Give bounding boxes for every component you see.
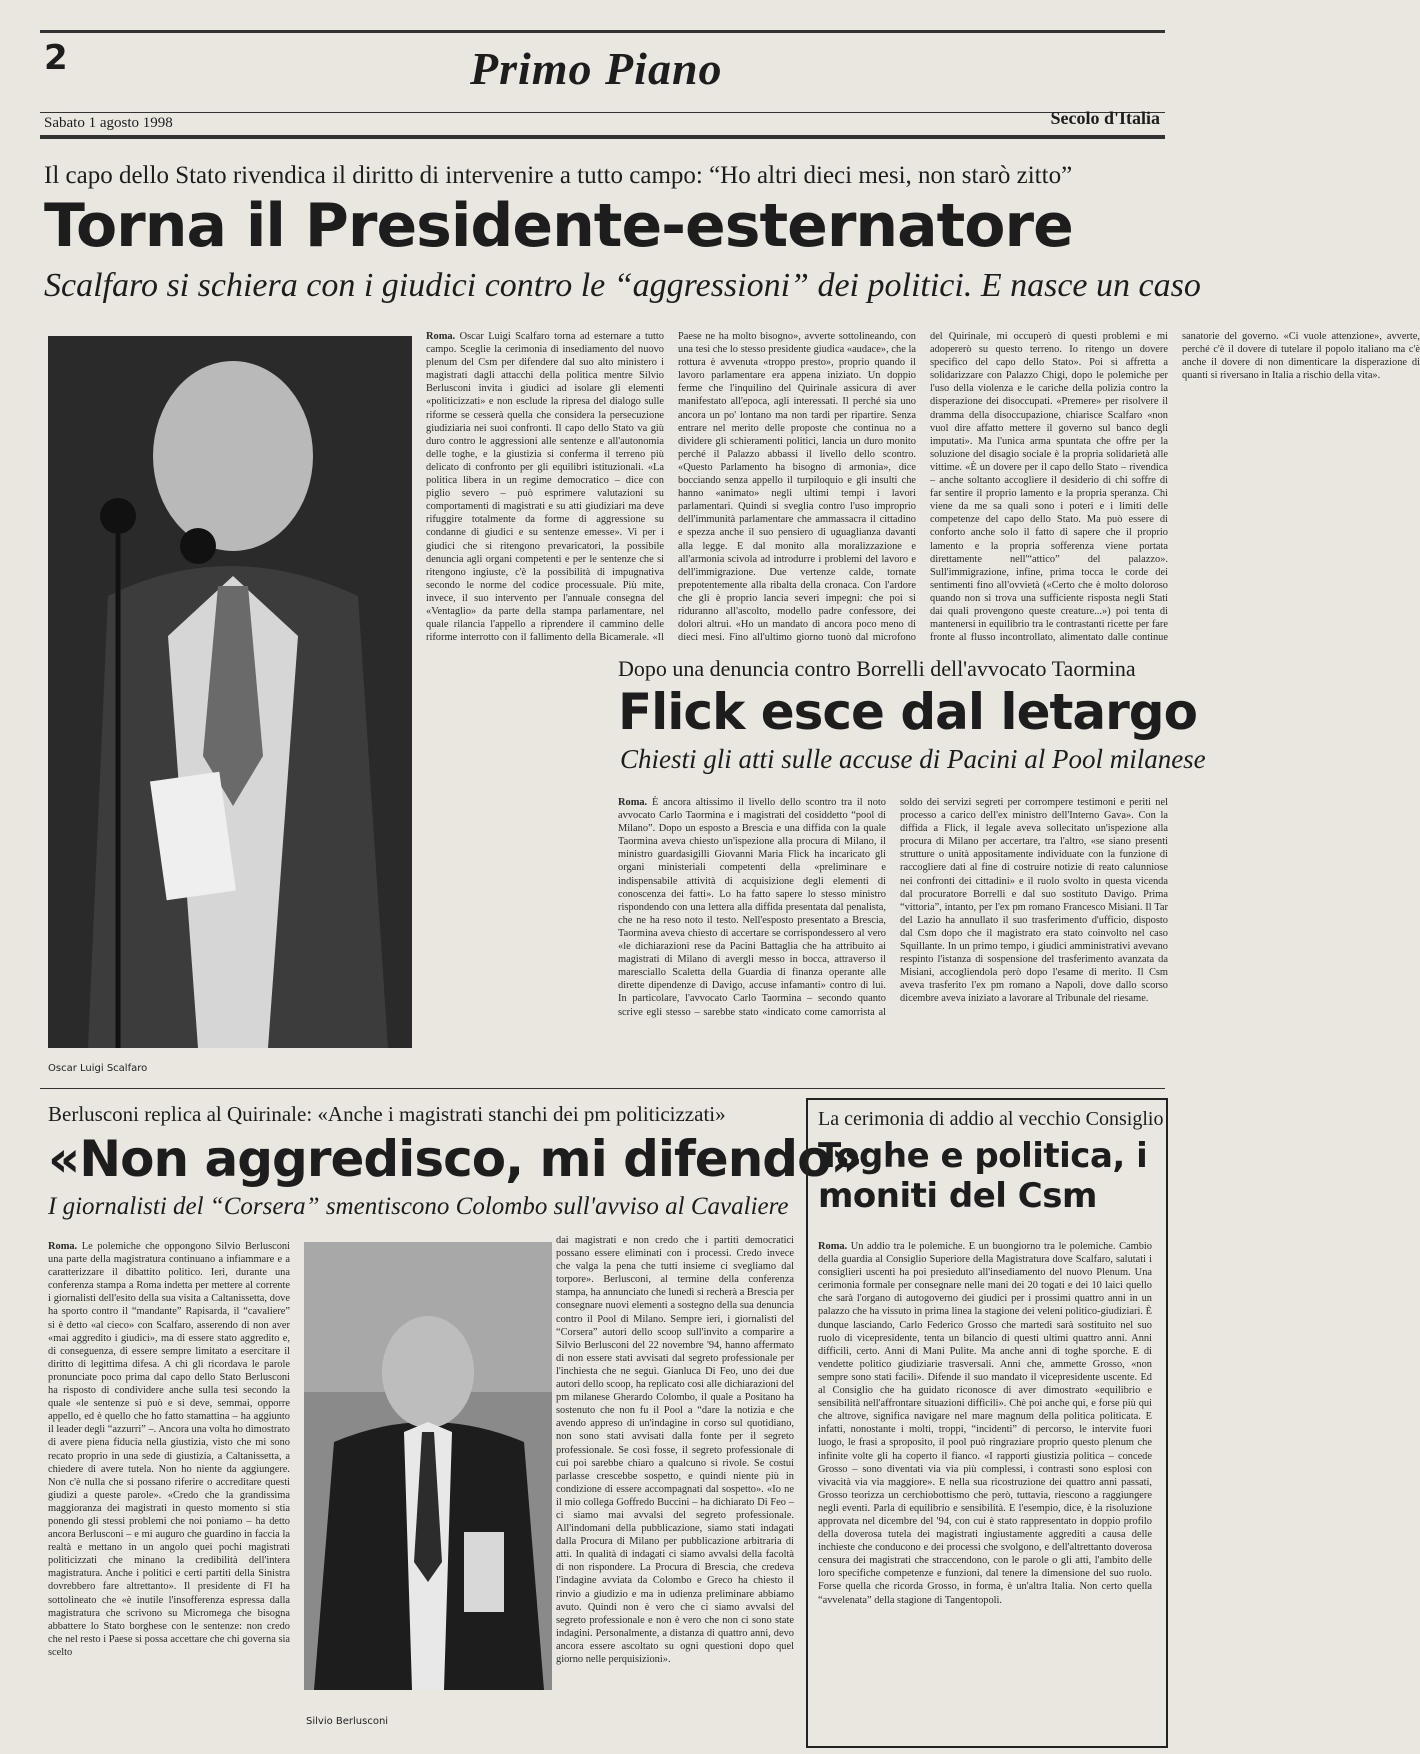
csm-kicker: La cerimonia di addio al vecchio Consiglio bbox=[818, 1108, 1164, 1130]
lead-body bbox=[426, 330, 1420, 654]
berlusconi-photo bbox=[304, 1242, 552, 1690]
lead-body-text: Oscar Luigi Scalfaro torna ad esternare a tutto campo. Sceglie la cerimonia di insediamento del nuovo plenum del Csm per difendere dal suo alto ministero i magistrati dagli attacchi della politica mentre Silvio Berlusconi invita i giudici ad isolare gli elementi «politicizzati» e non esclude la ripresa del dialogo sulle riforme se cesserà quella che considera la persecuzione giudiziaria nei suoi confronti. Il capo dello Stato va giù duro contro le aggressioni alle sentenze e all'autonomia delle toghe, e la giustizia si conferma il terreno più delicato di confronto per gli equilibri istituzionali. «La politica libera in un regime democratico – dice con piglio severo – può esprimere valutazioni su comportamenti di magistrati e su atti giudiziari ma deve rifuggire totalmente da forme di aggressione su condanne di giudici e su sentenze emesse». Vi per i giudici che si ritengono prevaricatori, la possibile denuncia agli organi competenti e per le sentenze che si ritengono ingiuste, c'è la possibilità di impugnativa secondo le norme del codice processuale. Più mite, invece, il suo intervento per l'annuale consegna del «Ventaglio» da parte della stampa parlamentare, nel quale rilancia l'appello a riprendere il cammino delle riforme interrotto con il fallimento della Bicamerale. «Il Paese ne ha molto bisogno», avverte sottolineando, con una tesi che lo stesso presidente giudica «audace», che la rottura è avvenuta «troppo presto», proprio quando il lavoro parlamentare era appena iniziato. Un doppio ferme che l'inquilino del Quirinale assicura di aver manifestato all'epoca, agli interessati. Il perché sia uno ancora un po' lontano ma non tardi per ripartire. Senza entrare nel merito delle proposte che continua no a dividere gli schieramenti politici, lancia un duro monito perché il Palazzo abbassi il livello dello scontro. «Questo Parlamento ha bisogno di armonia», dice bocciando senza appello il turpiloquio e gli insulti che hanno «animato» negli ultimi tempi i lavori parlamentari. Quindi si sveglia contro l'uso improprio dell'immunità parlamentare che ammassacra il cittadino e spezza anche il suo pensiero di uguaglianza davanti alla legge. E dal monito alla moralizzazione e all'armonia scivola ad introdurre i problemi del lavoro e dell'immigrazione. Due vertenze calde, tornate prepotentemente alla ribalta della cronaca. Con l'ardore che gli è proprio lancia severi impegni: che poi si riduranno all'ascolto, modello padre confessore, dei dolori altrui. «Ho un mandato di ancora poco meno di dieci mesi. Fino all'ultimo giorno tuonò dal microfono del Quirinale, mi occuperò di questi problemi e mi adopererò su questo terreno. Io ritengo un dovere specifico del capo dello Stato». Poi si affretta a solidarizzare con Palazzo Chigi, dopo le polemiche per l'uso della violenza e le cariche della polizia contro la disperazione dei disoccupati. «Premere» per risolvere il dramma della disoccupazione, chiarisce Scalfaro «non vuol dire affatto mettere il governo sul banco degli imputati». Ma l'unica arma spuntata che offre per la soluzione del disagio sociale è la propria solidarietà alle vittime. «È un dovere per il capo dello Stato – rivendica – anche soltanto accogliere il desiderio di chi soffre di far sentire il proprio lamento e la propria speranza. Chi viene da me sa quali sono i poteri e i limiti delle competenze del capo dello Stato. Ma può essere di conforto anche solo il fatto di sapere che il proprio lamento e la propria sofferenza viene portata direttamente nell'“attico” del palazzo». Sull'immigrazione, infine, prima tocca le corde dei sentimenti fino all'ovvietà («Certo che è molto doloroso quando non si trova una sufficiente risposta negli Stati dai quali provengono queste creature...») poi tenta di mantenersi in equilibrio tra le contrastanti ricette per fare fronte al flusso incontrollato, alimentato dalle continue sanatorie del governo. «Ci vuole attenzione», avverte, perché c'è il dovere di tutelare il popolo italiano ma c'è anche il dovere di non dimenticare la disperazione di quanti si riversano in Italia a rischio della vita». bbox=[426, 331, 1420, 644]
lead-kicker: Il capo dello Stato rivendica il diritto di intervenire a tutto campo: “Ho altri dieci mesi, non starò zitto” bbox=[44, 162, 1073, 189]
flick-body-text: È ancora altissimo il livello dello scontro tra il noto avvocato Carlo Taormina e i magistrati del cosiddetto “pool di Milano”. Dopo un esposto a Brescia e una diffida con la quale Taormina aveva chiesto un'ispezione alla procura di Milano, il ministro guardasigilli Giovanni Maria Flick ha incaricato gli organi ministeriali competenti della «preliminare e indispensabile attività di acquisizione degli elementi di conoscenza dei fatti». Lo ha fatto sapere lo stesso ministro rispondendo con una lettera alla diffida presentata dal penalista, che ne ha reso noto il testo. Nell'esposto presentato a Brescia, Taormina aveva chiesto di accertare se corrispondessero al vero «le dichiarazioni rese da Pacini Battaglia che ha attribuito ai magistrati di Milano di avergli messo in bocca, attraverso il maresciallo Scaletta della Guardia di finanza operante alle dirette dipendenze di Davigo, accuse infamanti» contro di lui. In particolare, l'avvocato Carlo Taormina – secondo quanto scrive egli stesso – sarebbe stato «indicato come camorrista al soldo dei servizi segreti per corrompere testimoni e periti nel processo a carico dell'ex ministro dell'Interno Gava». Con la diffida a Flick, il legale aveva sollecitato un'ispezione alla procura di Milano per accertare, tra l'altro, «se siano presenti strutture o unità appositamente individuate con la funzione di raccogliere dati al fine di costruire notizie di reato calunniose nei confronti dei cittadini» e il ruolo svolto in questa vicenda dal procuratore Borrelli e dal suo sostituto Davigo. Prima “vittoria”, intanto, per l'ex pm romano Francesco Misiani. Il Tar del Lazio ha annullato il suo trasferimento d'ufficio, disposto dal Csm dopo che il magistrato era stato coinvolto nel caso Squillante. In un primo tempo, i giudici amministrativi avevano respinto l'istanza di sospensione del trasferimento avanzata da Misiani, accogliendola però dopo l'esame di merito. Il Csm aveva trasferito l'ex pm romano a Napoli, dove dallo scorso dicembre aveva iniziato a lavorare al Tribunale del riesame. bbox=[618, 797, 1168, 1018]
lead-headline: Torna il Presidente-esternatore bbox=[44, 191, 1073, 261]
berlusconi-body-right bbox=[556, 1234, 794, 1734]
header-rule bbox=[40, 112, 1165, 113]
top-rule bbox=[40, 30, 1165, 33]
header-bottom-rule bbox=[40, 135, 1165, 139]
flick-kicker: Dopo una denuncia contro Borrelli dell'avvocato Taormina bbox=[618, 656, 1136, 681]
berlusconi-kicker: Berlusconi replica al Quirinale: «Anche i magistrati stanchi dei pm politicizzati» bbox=[48, 1102, 726, 1126]
flick-dateline: Roma. bbox=[618, 797, 648, 808]
csm-body-text: Un addio tra le polemiche. E un buongiorno tra le polemiche. Cambio della guardia al Consiglio Superiore della Magistratura dove Scalfaro, salutati i consiglieri uscenti ha poi presieduto all'insediamento del nuovo Plenum. Una cerimonia formale per consegnare nelle mani dei 20 togati e dei 10 laici quello che sarà l'organo di autogoverno dei giudici per i prossimi quattro anni in un palazzo che ha vissuto in prima linea la stagione dei veleni politico-giudiziari. È dunque lasciando, Carlo Federico Grosso che martedì sarà sostituito nel suo ruolo di vicepresidente, tenta un bilancio di questi ultimi quattro anni. Anni difficili, certo. Anni di Mani Pulite. Ma anche anni di toghe sporche. E di vendette politico giudiziarie trasversali. Anni che, ammette Grosso, «non sempre sono stati facili». Difende il suo mandato il vicepresidente uscente. Ed al Consiglio che ha guidato riconosce di aver dimostrato «equilibrio e sensibilità nell'affrontare situazioni difficili». Chè poi anche qui, e forse più qui che altrove, significa navigare nel mare magnum della politica politicata. E infatti, nonostante i molti, troppi, “incidenti” di percorso, le intervite fuori luogo, le frasi a sproposito, il pool può ringraziare proprio questo plenum che infinite volte gli ha coperto il fianco. «I rapporti giustizia politica – concede Grosso – sono diventati via via più complessi, i contrasti sono esplosi con vivacità via via maggiore». E nella sua ricostruzione dei quattro anni passati, Grosso teorizza un cerchiobottismo che però, tuttavia, riescono a raggiungere negli eventi. Parla di equilibrio e sensibilità. E l'esempio, dice, è la risoluzione approvata nel dicembre del '94, con cui è stato rappresentato in doppio profilo della doverosa tutela dei magistrati ingiustamente aggrediti a causa delle inchieste che conducono e dei processi che svolgono, e dell'altrettanto doverosa censura dei magistrati che straccendono, con le parole o gli atti, l'ambito delle loro specifiche competenze e funzioni, dal tenere la dimensione del suo ruolo. Forse quella che ricorda Grosso, in forma, è un'altra Italia. Non certo quella “avvelenata” della stagione di Tangentopoli. bbox=[818, 1241, 1152, 1606]
csm-headline: Toghe e politica, i moniti del Csm bbox=[818, 1136, 1148, 1216]
lead-dateline: Roma. bbox=[426, 331, 456, 342]
scalfaro-figure bbox=[48, 336, 412, 1048]
issue-date: Sabato 1 agosto 1998 bbox=[44, 115, 173, 131]
berlusconi-caption: Silvio Berlusconi bbox=[306, 1716, 389, 1727]
berlusconi-headline: «Non aggredisco, mi difendo» bbox=[48, 1130, 862, 1188]
scalfaro-caption: Oscar Luigi Scalfaro bbox=[48, 1063, 148, 1074]
berlusconi-body-right-text: dai magistrati e non credo che i partiti democratici possano essere eliminati con i processi. Credo invece che valga la pena che tutti insieme ci svegliamo dal torpore». Berlusconi, al termine della conferenza stampa, ha annunciato che lunedì si recherà a Brescia per consegnare nuovi elementi a sostegno della sua denuncia contro il Pool di Milano. Sempre ieri, i giornalisti del “Corsera” autori dello scoop sull'invito a comparire a Silvio Berlusconi del 22 novembre '94, hanno affermato di non essere stati avvisati dal segreto professionale per l'inchiesta che ne seguì. Gianluca Di Feo, uno dei due autori dello scoop, ha replicato così alle dichiarazioni del pm milanese Gherardo Colombo, il quale a Positano ha sostenuto che non fu il Pool a “dare la notizia e che avendo appreso di un'indagine in corso sul quotidiano, non sono stati avvisati dalla fonte per il segreto professionale. Se così fosse, il segreto professionale di cui poi sarebbe chiaro a qualcuno si rivole. Se costui parlasse crescebbe sospetto, e quindi niente più in condizione di essere accompagnati dal sospetto». «Io ne il mio collega Goffredo Buccini – ha dichiarato Di Feo – ci siamo mai avvalsi del segreto professionale. All'indomani della pubblicazione, siamo stati indagati dalla Procura di Milano per pubblicazione arbitraria di atti. In qualità di indagati ci siamo avvalsi della facoltà di non rispondere. La Procura di Brescia, che credeva l'indagine avviata da Colombo e Greco ha chiesto il rinvio a giudizio e ma in udienza preliminare abbiamo avuto. Quindi non è vero che ci siamo avvalsi del segreto professionale e non è vero che non ci sono state indagini. Personalmente, a distanza di quattro anni, devo ancora essere ascoltato su ogni questioni dopo quel giorno nelle perquisizioni». bbox=[556, 1235, 794, 1665]
flick-deck: Chiesti gli atti sulle accuse di Pacini al Pool milanese bbox=[620, 744, 1206, 774]
berlusconi-figure bbox=[304, 1242, 552, 1690]
flick-body bbox=[618, 796, 1168, 1068]
berlusconi-body-left-text: Le polemiche che oppongono Silvio Berlusconi una parte della magistratura continuano a infiammare e a caratterizzare il dibattito politico. Ieri, durante una conferenza stampa a Roma indetta per mettere al corrente i giornalisti dell'esito della sua visita a Caltanissetta, dove ha sporto contro il “mandante” Rapisarda, il “cavaliere” si è detto «al cieco» con Scalfaro, asserendo di non aver «mai aggredito i giudici», ma di essere stato aggredito e, di conseguenza, di essere sempre limitato a esercitare il diritto di legittima difesa. A chi gli ricordava le parole pronunciate poco prima dal capo dello Stato Berlusconi ha risposto di condividere anche sulla tesi secondo la quale «le sentenze si può e si deve, semmai, opporre appello, ed è quello che ho fatto stamattina – ha aggiunto il leader degli “azzurri” –. Ancora una volta ho dimostrato di avere piena fiducia nella giustizia, visto che mi sono recato proprio in una sede di giustizia, a Caltanissetta, a chiedere di avere tutela. Non ho niente da aggiungere. Non c'è nulla che si possano riferire o accreditare questi giudizi a queste parole». «Credo che la grandissima maggioranza dei magistrati in questo momento si stia ponendo gli stessi problemi che noi poniamo – ha detto ancora Berlusconi – e mi auguro che guardino in faccia la realtà e mettano in un angolo quei pochi magistrati politicizzati che minano la credibilità dell'intera magistratura. Anche i politici e certi partiti della Sinistra dovrebbero fare altrettanto». Il presidente di FI ha sottolineato che «è inutile l'insofferenza espressa dalla magistratura che scrivono su Micromega che bisogna abbattere lo Stato borghese con le sentenze: non credo che nel resto i Paese si possa accettare che chi governa sia scelto bbox=[48, 1241, 291, 1658]
csm-dateline: Roma. bbox=[818, 1241, 848, 1252]
berlusconi-body-left bbox=[48, 1240, 290, 1740]
section-title: Primo Piano bbox=[470, 43, 723, 94]
berlusconi-deck: I giornalisti del “Corsera” smentiscono Colombo sull'avviso al Cavaliere bbox=[48, 1193, 789, 1220]
page-number: 2 bbox=[44, 38, 68, 78]
flick-headline: Flick esce dal letargo bbox=[618, 683, 1197, 741]
csm-body bbox=[818, 1240, 1152, 1734]
lead-deck: Scalfaro si schiera con i giudici contro le “aggressioni” dei politici. E nasce un caso bbox=[44, 267, 1201, 304]
mid-rule bbox=[40, 1088, 1165, 1089]
berlusconi-dateline: Roma. bbox=[48, 1241, 78, 1252]
masthead: Secolo d'Italia bbox=[1050, 108, 1160, 128]
scalfaro-photo bbox=[48, 336, 412, 1048]
